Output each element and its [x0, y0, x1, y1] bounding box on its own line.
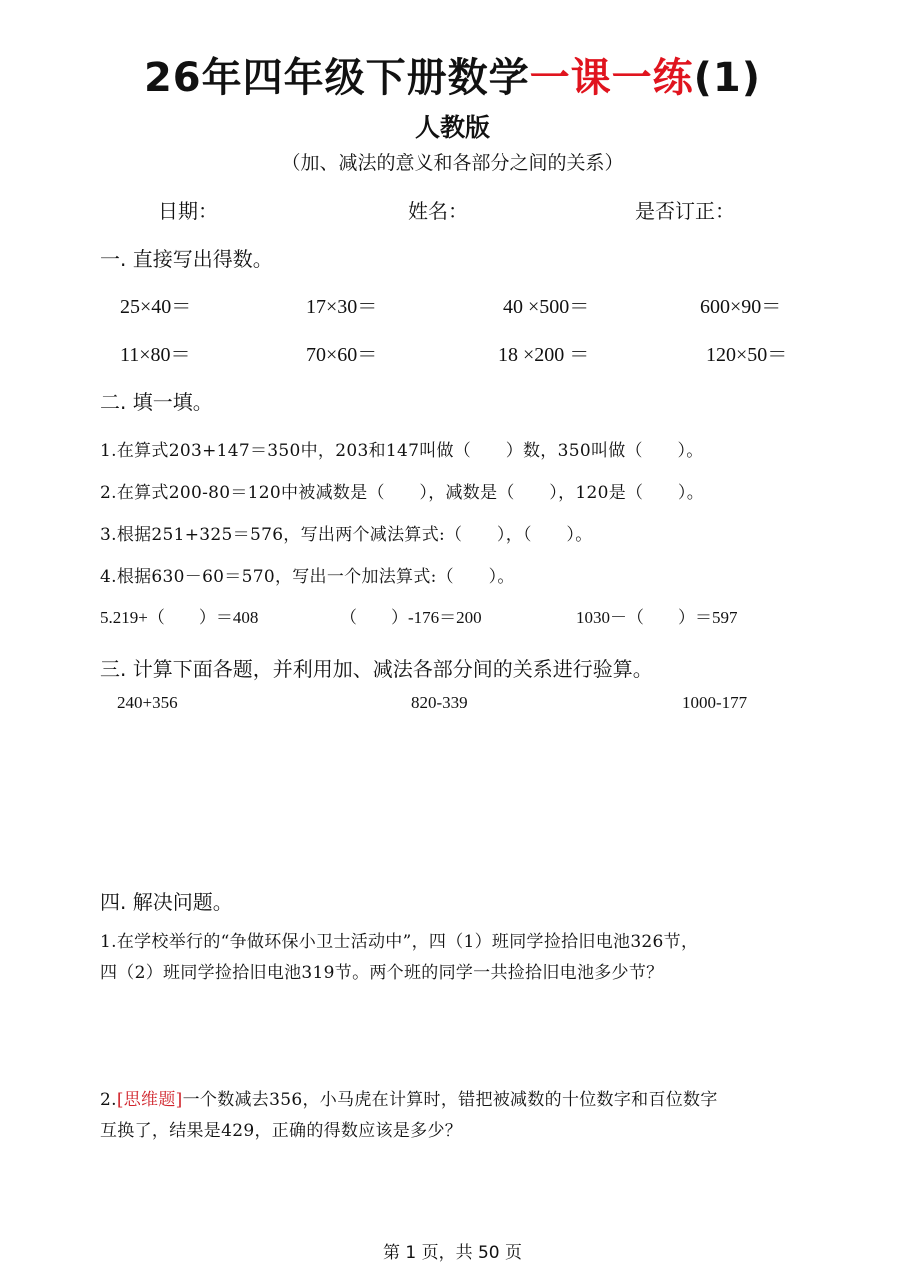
section4-heading: 四. 解决问题。 [100, 890, 233, 914]
fill-question-2: 2.在算式200-80＝120中被减数是（ ），减数是（ ），120是（ ）。 [100, 483, 705, 503]
question-text: 一个数减去356，小马虎在计算时，错把被减数的十位数字和百位数字 [182, 1090, 718, 1110]
fill-question-1: 1.在算式203+147＝350中，203和147叫做（ ）数，350叫做（ ）。 [100, 441, 704, 461]
section3-heading: 三. 计算下面各题，并利用加、减法各部分间的关系进行验算。 [100, 657, 653, 681]
calc-item: 17×30＝ [306, 296, 378, 318]
thinking-tag: [思维题] [116, 1090, 183, 1110]
calc-item: 25×40＝ [120, 296, 192, 318]
fill-question-5c: 1030－（ ）＝597 [576, 608, 738, 627]
fill-question-5b: （ ）-176＝200 [340, 608, 482, 627]
section1-heading: 一. 直接写出得数。 [100, 247, 273, 271]
calc-item: 70×60＝ [306, 344, 378, 366]
fill-question-3: 3.根据251+325＝576，写出两个减法算式:（ ），（ ）。 [100, 525, 593, 545]
verify-item: 240+356 [117, 693, 178, 712]
date-label: 日期： [158, 199, 218, 223]
fill-question-5a: 5.219+（ ）＝408 [100, 608, 259, 627]
corrected-label: 是否订正： [635, 199, 735, 223]
word-problem-2-line1 [100, 1085, 718, 1110]
lesson-topic: （加、减法的意义和各部分之间的关系） [281, 152, 624, 174]
calc-item: 11×80＝ [120, 344, 191, 366]
verify-item: 1000-177 [682, 693, 748, 712]
page-number: 第 1 页，共 50 页 [382, 1243, 523, 1263]
title-main: 26年四年级下册数学 [143, 55, 530, 101]
verify-item: 820-339 [411, 693, 468, 712]
calc-item: 600×90＝ [700, 296, 782, 318]
edition-subtitle: 人教版 [414, 113, 490, 142]
title-number: (1) [693, 55, 762, 101]
word-problem-1-line1: 1.在学校举行的“争做环保小卫士活动中”，四（1）班同学捡拾旧电池326节， [100, 932, 699, 952]
section2-heading: 二. 填一填。 [100, 390, 213, 414]
calc-item: 18 ×200 ＝ [498, 344, 590, 366]
word-problem-2-line2: 互换了，结果是429，正确的得数应该是多少？ [100, 1121, 463, 1141]
page-title [0, 46, 905, 103]
fill-question-4: 4.根据630－60＝570，写出一个加法算式:（ ）。 [100, 567, 515, 587]
calc-item: 120×50＝ [706, 344, 788, 366]
calc-item: 40 ×500＝ [503, 296, 590, 318]
name-label: 姓名： [408, 199, 468, 223]
word-problem-1-line2: 四（2）班同学捡拾旧电池319节。两个班的同学一共捡拾旧电池多少节？ [100, 963, 664, 983]
question-number: 2. [100, 1090, 117, 1110]
title-highlight: 一课一练 [529, 55, 694, 101]
